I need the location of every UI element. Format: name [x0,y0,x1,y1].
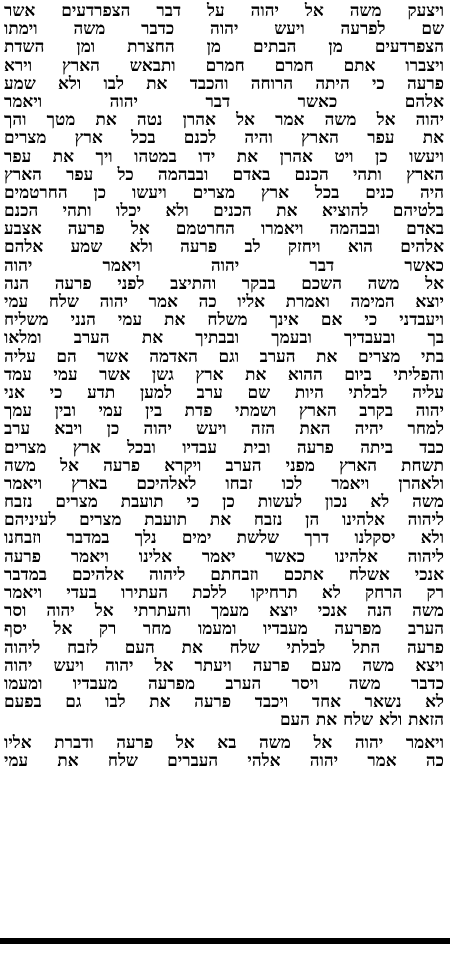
scroll-line: בך ובעבדיך ובעמך ובבתיך את הערב ומלאו [4,329,444,348]
scroll-line: בתי מצרים את הערב וגם האדמה אשר הם עליה [4,347,444,366]
scroll-text-column [4,2,444,770]
scroll-line: עליה לבלתי היות שם ערב למען תדע כי אני [4,383,444,403]
scroll-line: ויעבדני כי אם אינך משלח את עמי הנני משליח [4,311,444,330]
scroll-line: שם לפרעה ויעש יהוה כדבר משה וימתו [4,20,444,39]
scroll-line: כה אמר יהוה אלהי העברים שלח את עמי [4,751,444,770]
scroll-line: כדבר משה ויסר הערב מפרעה מעבדיו ומעמו [4,674,444,694]
scroll-line: את עפר הארץ והיה לכנם בכל ארץ מצרים [4,129,444,148]
scroll-line: אל משה השכם בבקר והתיצב לפני פרעה הנה [4,274,444,293]
scroll-line: הזאת ולא שלח את העם [279,711,444,730]
scroll-line: רק הרחק לא תרחיקו ללכת העתירו בעדי ויאמר [4,584,444,603]
scroll-line: ולא יסקלנו דרך שלשת ימים נלך במדבר וזבחנו [4,529,444,548]
scroll-line: באדם ובבהמה ויאמרו החרטמם אל פרעה אצבע [4,220,444,239]
scroll-line: משה הנה אנכי יוצא מעמך והעתרתי אל יהוה וסר [4,602,444,621]
scroll-line: אלהים הוא ויחזק לב פרעה ולא שמע אלהם [4,238,444,257]
scroll-line: למחר יהיה האת הזה ויעש יהוה כן ויבא ערב [4,420,444,439]
scroll-line: אנכי אשלח אתכם וזבחתם ליהוה אלהיכם במדבר [4,565,444,584]
scroll-line: בלטיהם להוציא את הכנים ולא יכלו ותהי הכנם [4,202,444,221]
scroll-line: הצפרדעים מן הבתים מן החצרת ומן השדת [4,38,444,57]
scroll-line: כאשר דבר יהוה ויאמר יהוה [4,256,444,275]
scroll-line: לא נשאר אחד ויכבד פרעה את לבו גם בפעם [4,693,444,712]
scroll-line: הארץ ותהי הכנם באדם ובבהמה כל עפר הארץ [4,165,444,184]
scroll-line: ויאמר יהוה אל משה בא אל פרעה ודברת אליו [4,733,444,752]
scroll-line: כבד ביתה פרעה ובית עבדיו ובכל ארץ מצרים [4,438,444,457]
scroll-line: הערב מפרעה מעבדיו ומעמו מחר רק אל יסף [4,620,444,639]
scroll-line: פרעה כי היתה הרוחה והכבד את לבו ולא שמע [4,74,444,93]
bottom-border [0,938,450,944]
scroll-line: ויעשו כן ויט אהרן את ידו במטהו ויך את עפר [4,147,444,166]
scroll-line: יהוה בקרב הארץ ושמתי פדת בין עמי ובין עמך [4,402,444,421]
scroll-line: פרעה התל לבלתי שלח את העם לזבח ליהוה [4,638,444,657]
scroll-line: ליהוה אלהינו הן נזבח את תועבת מצרים לעיניהם [4,511,444,530]
scroll-line: יוצא המימה ואמרת אליו כה אמר יהוה שלח עמי [4,293,444,312]
scroll-line: אלהם כאשר דבר יהוה ויאמר [4,92,444,112]
scroll-line: תשחת הארץ מפני הערב ויקרא פרעה אל משה [4,456,444,475]
scroll-line: יהוה אל משה אמר אל אהרן נטה את מטך והך [4,111,444,130]
scroll-line: והפליתי ביום ההוא את ארץ גשן אשר עמי עמד [4,365,444,384]
scroll-line: ויצעק משה אל יהוה על דבר הצפרדעים אשר [4,2,444,21]
scroll-line: ויצא משה מעם פרעה ויעתר אל יהוה ויעש יהוה [4,656,444,675]
scroll-line: ויצברו אתם חמרם חמרם ותבאש הארץ וירא [4,56,444,75]
scroll-line: ליהוה אלהינו כאשר יאמר אלינו ויאמר פרעה [4,547,444,566]
scroll-line: ולאהרן ויאמר לכו זבחו לאלהיכם בארץ ויאמר [4,474,444,494]
scroll-line: משה לא נכון לעשות כן כי תועבת מצרים נזבח [4,493,444,512]
scroll-line: היה כנים בכל ארץ מצרים ויעשו כן החרטמים [4,183,444,203]
